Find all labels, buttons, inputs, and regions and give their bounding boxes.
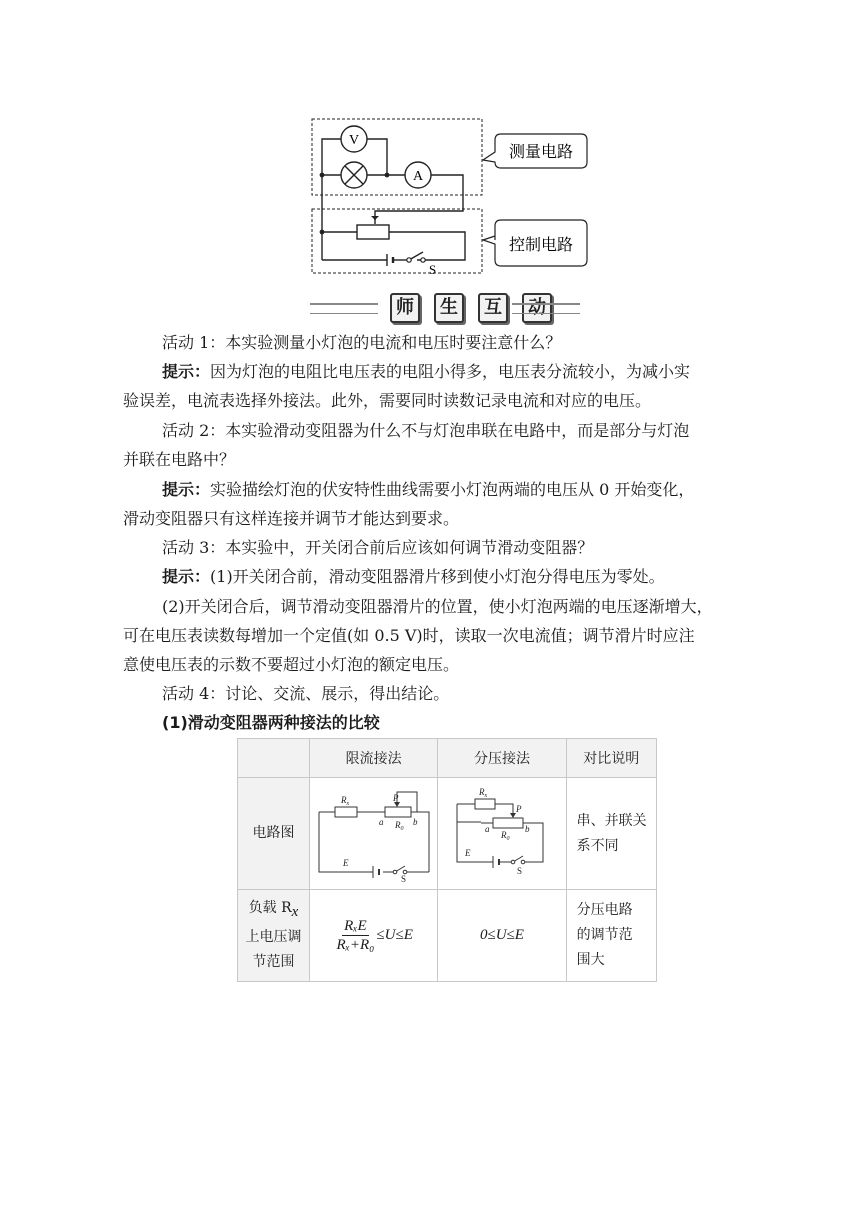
tip-3b-line-1: (2)开关闭合后，调节滑动变阻器滑片的位置，使小灯泡两端的电压逐渐增大， <box>162 597 713 616</box>
tip-2-text: 实验描绘灯泡的伏安特性曲线需要小灯泡两端的电压从 0 开始变化， <box>210 480 695 499</box>
rheostat-comparison-table <box>237 738 657 982</box>
activity-4-label: 活动 4： <box>162 684 226 703</box>
banner-char: 生 <box>434 293 464 323</box>
tip-2-line-1 <box>162 475 782 504</box>
tip-3-text: (1)开关闭合前，滑动变阻器滑片移到使小灯泡分得电压为零处。 <box>210 567 665 586</box>
circuit-compare-line-1: 串、并联关 <box>576 812 647 829</box>
activity-2-label: 活动 2： <box>162 421 226 440</box>
callout-measure: 测量电路 <box>508 142 574 161</box>
banner-char: 师 <box>390 293 420 323</box>
svg-text:a: a <box>378 816 384 827</box>
svg-text:E: E <box>464 847 471 858</box>
banner-char: 互 <box>478 293 508 323</box>
activity-3-label: 活动 3： <box>162 538 226 557</box>
section-heading: (1)滑动变阻器两种接法的比较 <box>162 713 380 732</box>
callout-control: 控制电路 <box>508 235 574 254</box>
limiting-range-tail: ≤U≤E <box>376 926 413 943</box>
limiting-range-numerator: RₓE <box>344 918 367 934</box>
activity-2-line-1 <box>162 416 782 445</box>
header-divider: 分压接法 <box>438 739 566 778</box>
row-label-circuit: 电路图 <box>238 778 310 890</box>
tip-2-line-2: 滑动变阻器只有这样连接并调节才能达到要求。 <box>123 509 460 528</box>
svg-text:a: a <box>484 823 490 834</box>
divider-range-cell: 0≤U≤E <box>438 890 566 982</box>
svg-text:b: b <box>524 823 530 834</box>
range-label-line-2: 上电压调 <box>245 928 302 945</box>
measurement-control-circuit-diagram <box>305 112 605 280</box>
limiting-range-fraction <box>334 917 376 954</box>
svg-text:Rx: $R_x$ <box>478 786 488 799</box>
tip-3b-line-3: 意使电压表的示数不要超过小灯泡的额定电压。 <box>123 655 460 674</box>
table-row <box>238 890 657 982</box>
tip-1-line-1 <box>162 357 743 386</box>
limiting-circuit-diagram <box>313 782 435 882</box>
table-header-row <box>238 739 657 778</box>
tip-2-label: 提示： <box>162 480 211 499</box>
svg-text:S: S <box>400 873 406 882</box>
activity-1-label: 活动 1： <box>162 333 226 352</box>
limiting-range-denominator: Rₓ+R₀ <box>336 937 375 953</box>
tip-3-label: 提示： <box>162 567 211 586</box>
range-compare-line-2: 的调节范 <box>576 927 633 943</box>
banner-char: 动 <box>522 293 552 323</box>
corner-cell <box>238 739 310 778</box>
range-label-line-3: 节范围 <box>252 953 295 970</box>
svg-text:P: P <box>392 792 399 803</box>
tip-1-label: 提示： <box>162 362 211 381</box>
range-compare-line-3: 围大 <box>576 952 605 968</box>
divider-circuit-diagram <box>441 782 563 882</box>
activity-1-text: 本实验测量小灯泡的电流和电压时要注意什么？ <box>225 333 562 352</box>
range-compare-cell <box>566 890 656 982</box>
divider-circuit-cell <box>438 778 566 890</box>
banner-right-rule <box>512 303 580 314</box>
circuit-compare-cell <box>566 778 656 890</box>
activity-3-text: 本实验中，开关闭合前后应该如何调节滑动变阻器？ <box>225 538 594 557</box>
limiting-circuit-cell <box>310 778 438 890</box>
tip-1-line-2: 验误差，电流表选择外接法。此外，需要同时读数记录电流和对应的电压。 <box>123 391 652 410</box>
range-label-sub: x <box>291 903 299 920</box>
activity-1 <box>162 328 782 357</box>
table-row <box>238 778 657 890</box>
switch-label: S <box>429 262 437 277</box>
header-compare: 对比说明 <box>566 739 656 778</box>
activity-3 <box>162 533 782 562</box>
activity-4-text: 讨论、交流、展示，得出结论。 <box>225 684 450 703</box>
range-compare-line-1: 分压电路 <box>576 902 633 918</box>
banner-left-rule <box>310 303 378 314</box>
activity-4 <box>162 679 782 708</box>
svg-text:E: E <box>342 857 349 868</box>
section-banner <box>310 293 580 327</box>
activity-2-line-2: 并联在电路中？ <box>123 450 236 469</box>
tip-3b-line-2: 可在电压表读数每增加一个定值(如 0.5 V)时，读取一次电流值；调节滑片时应注 <box>123 626 695 645</box>
svg-text:S: S <box>516 865 522 876</box>
svg-text:b: b <box>412 816 418 827</box>
header-limiting: 限流接法 <box>310 739 438 778</box>
limiting-range-cell <box>310 890 438 982</box>
svg-text:R0: $R_0$ <box>394 819 404 832</box>
svg-text:Rx: $R_x$ <box>340 794 349 807</box>
tip-1-text: 因为灯泡的电阻比电压表的电阻小得多，电压表分流较小，为减小实 <box>210 362 691 381</box>
tip-3 <box>162 562 782 591</box>
activity-2-text: 本实验滑动变阻器为什么不与灯泡串联在电路中，而是部分与灯泡 <box>225 421 690 440</box>
svg-text:R0: $R_0$ <box>500 829 510 842</box>
ammeter-label: A <box>412 169 424 184</box>
circuit-compare-line-2: 系不同 <box>576 837 619 854</box>
svg-text:P: P <box>515 803 522 814</box>
voltmeter-label: V <box>348 133 360 148</box>
range-label-line-1: 负载 R <box>248 900 292 917</box>
row-label-range <box>238 890 310 982</box>
